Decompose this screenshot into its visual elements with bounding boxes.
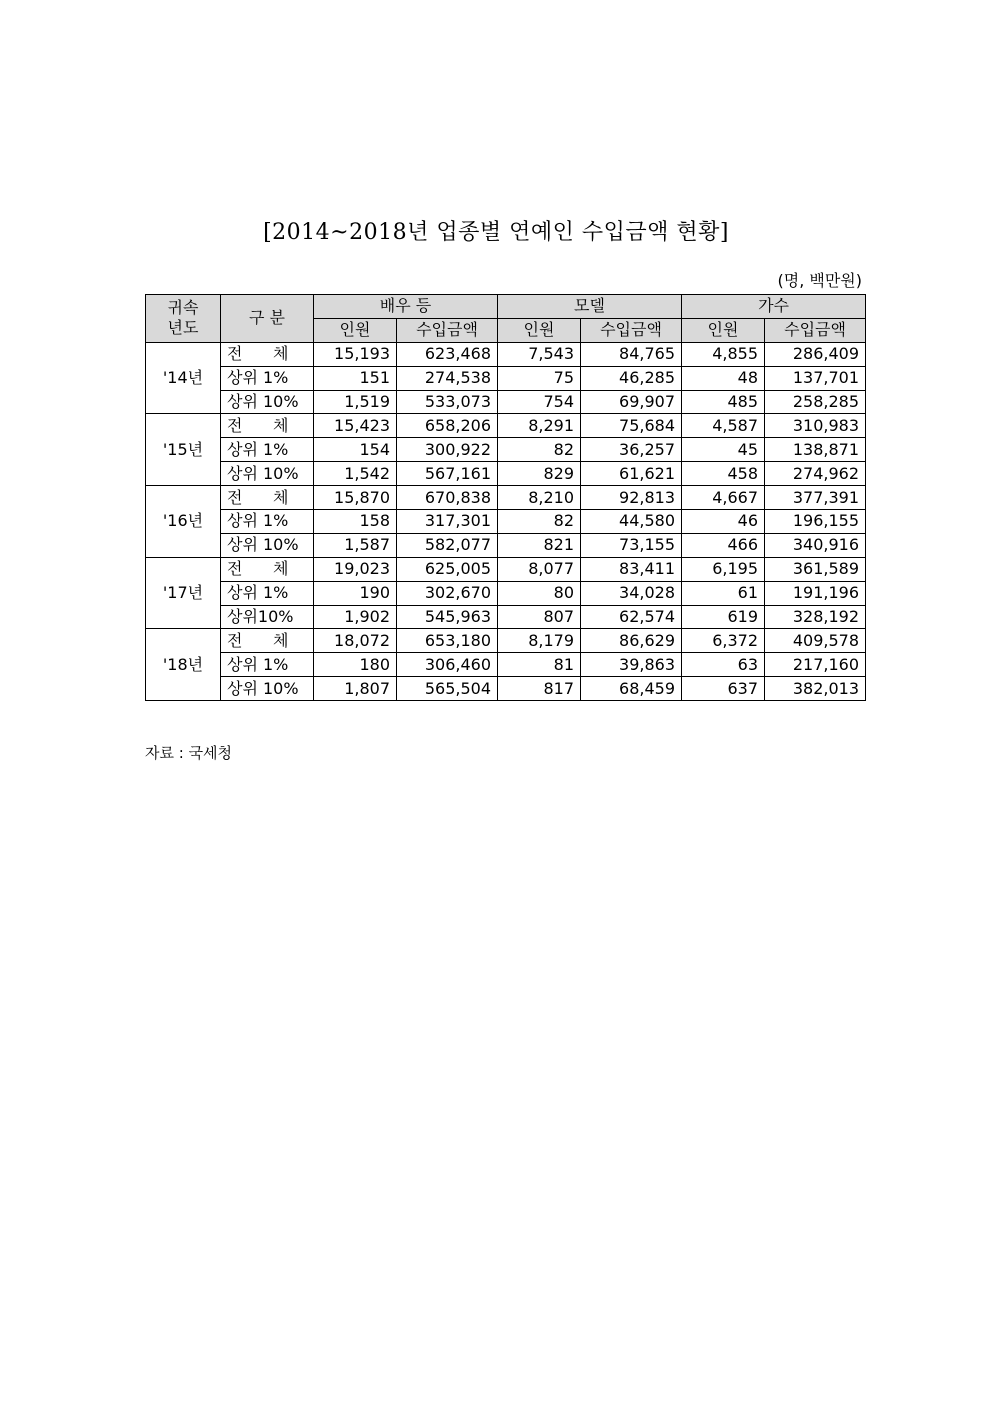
value-cell: 637 [682,677,765,701]
category-cell: 상위10% [221,605,314,629]
table-row [146,533,866,557]
value-cell: 670,838 [397,486,498,510]
sub-header: 인원 [498,318,581,342]
table-row [146,462,866,486]
category-cell: 상위 10% [221,390,314,414]
value-cell: 8,210 [498,486,581,510]
document-title: [2014~2018년 업종별 연예인 수입금액 현황] [263,220,729,245]
value-cell: 45 [682,438,765,462]
value-cell: 158 [314,510,397,534]
value-cell: 485 [682,390,765,414]
value-cell: 217,160 [765,653,866,677]
year-cell: '15년 [146,414,221,486]
value-cell: 6,372 [682,629,765,653]
value-cell: 754 [498,390,581,414]
value-cell: 310,983 [765,414,866,438]
value-cell: 44,580 [581,510,682,534]
value-cell: 361,589 [765,557,866,581]
value-cell: 61,621 [581,462,682,486]
table-row [146,629,866,653]
table-row [146,486,866,510]
value-cell: 582,077 [397,533,498,557]
value-cell: 8,179 [498,629,581,653]
value-cell: 86,629 [581,629,682,653]
category-cell: 상위 1% [221,510,314,534]
value-cell: 458 [682,462,765,486]
value-cell: 82 [498,510,581,534]
value-cell: 46 [682,510,765,534]
sub-header: 수입금액 [765,318,866,342]
category-cell: 전 체 [221,629,314,653]
year-cell: '18년 [146,629,221,701]
income-table [145,294,866,701]
value-cell: 68,459 [581,677,682,701]
value-cell: 286,409 [765,342,866,366]
category-header: 구 분 [221,295,314,343]
value-cell: 36,257 [581,438,682,462]
value-cell: 190 [314,581,397,605]
header-row-1 [146,295,866,319]
value-cell: 1,807 [314,677,397,701]
category-cell: 상위 1% [221,653,314,677]
value-cell: 15,423 [314,414,397,438]
value-cell: 138,871 [765,438,866,462]
category-cell: 상위 1% [221,581,314,605]
value-cell: 15,870 [314,486,397,510]
category-cell: 상위 10% [221,677,314,701]
value-cell: 4,855 [682,342,765,366]
table-row [146,605,866,629]
value-cell: 18,072 [314,629,397,653]
value-cell: 7,543 [498,342,581,366]
value-cell: 73,155 [581,533,682,557]
value-cell: 302,670 [397,581,498,605]
value-cell: 1,902 [314,605,397,629]
value-cell: 623,468 [397,342,498,366]
value-cell: 306,460 [397,653,498,677]
value-cell: 39,863 [581,653,682,677]
value-cell: 807 [498,605,581,629]
value-cell: 180 [314,653,397,677]
value-cell: 1,542 [314,462,397,486]
value-cell: 151 [314,366,397,390]
value-cell: 191,196 [765,581,866,605]
value-cell: 81 [498,653,581,677]
category-cell: 상위 1% [221,366,314,390]
value-cell: 274,538 [397,366,498,390]
value-cell: 46,285 [581,366,682,390]
value-cell: 821 [498,533,581,557]
value-cell: 8,291 [498,414,581,438]
value-cell: 328,192 [765,605,866,629]
value-cell: 154 [314,438,397,462]
source-note: 자료 : 국세청 [145,744,233,762]
value-cell: 19,023 [314,557,397,581]
value-cell: 653,180 [397,629,498,653]
value-cell: 1,519 [314,390,397,414]
value-cell: 48 [682,366,765,390]
value-cell: 317,301 [397,510,498,534]
value-cell: 817 [498,677,581,701]
value-cell: 567,161 [397,462,498,486]
sub-header: 인원 [682,318,765,342]
value-cell: 340,916 [765,533,866,557]
value-cell: 63 [682,653,765,677]
value-cell: 82 [498,438,581,462]
value-cell: 69,907 [581,390,682,414]
group-header-models: 모델 [498,295,682,319]
table-row [146,557,866,581]
table-row [146,390,866,414]
value-cell: 409,578 [765,629,866,653]
category-cell: 상위 10% [221,462,314,486]
sub-header: 수입금액 [397,318,498,342]
table-row [146,414,866,438]
year-header: 귀속 년도 [146,295,221,343]
year-cell: '17년 [146,557,221,629]
value-cell: 829 [498,462,581,486]
value-cell: 75 [498,366,581,390]
value-cell: 92,813 [581,486,682,510]
value-cell: 196,155 [765,510,866,534]
sub-header: 인원 [314,318,397,342]
value-cell: 62,574 [581,605,682,629]
value-cell: 84,765 [581,342,682,366]
value-cell: 80 [498,581,581,605]
table-row [146,438,866,462]
value-cell: 4,587 [682,414,765,438]
value-cell: 83,411 [581,557,682,581]
value-cell: 466 [682,533,765,557]
category-cell: 전 체 [221,486,314,510]
value-cell: 274,962 [765,462,866,486]
value-cell: 75,684 [581,414,682,438]
category-cell: 전 체 [221,342,314,366]
unit-label: (명, 백만원) [777,271,862,290]
value-cell: 565,504 [397,677,498,701]
year-cell: '16년 [146,486,221,558]
value-cell: 1,587 [314,533,397,557]
value-cell: 6,195 [682,557,765,581]
value-cell: 4,667 [682,486,765,510]
table-row [146,342,866,366]
year-cell: '14년 [146,342,221,414]
table-row [146,581,866,605]
value-cell: 34,028 [581,581,682,605]
value-cell: 137,701 [765,366,866,390]
table-row [146,677,866,701]
value-cell: 61 [682,581,765,605]
category-cell: 상위 1% [221,438,314,462]
value-cell: 545,963 [397,605,498,629]
category-cell: 전 체 [221,414,314,438]
value-cell: 533,073 [397,390,498,414]
value-cell: 300,922 [397,438,498,462]
category-cell: 전 체 [221,557,314,581]
value-cell: 15,193 [314,342,397,366]
table-row [146,510,866,534]
group-header-singers: 가수 [682,295,866,319]
value-cell: 619 [682,605,765,629]
table-row [146,366,866,390]
group-header-actors: 배우 등 [314,295,498,319]
table-row [146,653,866,677]
value-cell: 377,391 [765,486,866,510]
value-cell: 382,013 [765,677,866,701]
category-cell: 상위 10% [221,533,314,557]
value-cell: 8,077 [498,557,581,581]
value-cell: 658,206 [397,414,498,438]
value-cell: 258,285 [765,390,866,414]
value-cell: 625,005 [397,557,498,581]
sub-header: 수입금액 [581,318,682,342]
